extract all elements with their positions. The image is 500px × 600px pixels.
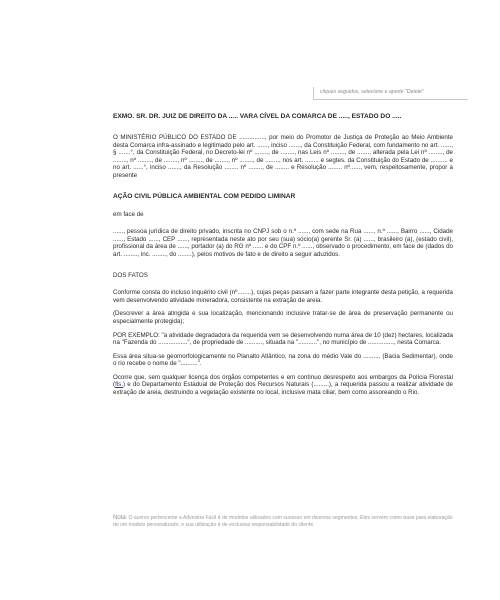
intro-paragraph: O MINISTÉRIO PÚBLICO DO ESTADO DE ..............., por meio do Promotor de Justiça de Proteção ao Meio Ambiente desta Comarca infra-assinado e legitimado pelo art. ......, inciso ......., da Constituição Federal, com fundamento no art. ......, § .......°, da Constituição Federal, no Decreto-lei nº ........, de ........, nas Leis nº ........, de ......., alterada pela Lei nº ........, de ........, nº ........, de ........, nº ........, de ........, nº ........, de ........, nos art. ........ e segtes. da Constituição do Estado de .......... e no art. ......°, inciso ......., da Resolução ........ nº ........, de ........ e Resolução ........ nº......, vem, respeitosamente, propor a presente bbox=[113, 134, 453, 179]
action-title: AÇÃO CIVIL PÚBLICA AMBIENTAL COM PEDIDO LIMINAR bbox=[113, 192, 296, 200]
court-heading: EXMO. SR. DR. JUIZ DE DIREITO DA ..... VARA CÍVEL DA COMARCA DE ....., ESTADO DO ..... bbox=[113, 113, 402, 120]
facts-paragraph-5-start: Ocorre que, sem qualquer licença dos órgãos competentes e em contínuo desrespeito aos embargos da Polícia Florestal ( bbox=[113, 373, 453, 389]
note-text: : O acervo pertencente a Advnistra Fácil é de modelos utilizados com sucesso em diversos segmentos. Eles servem como base para elaboração de um modelo personalizado, e sua utilização é de exclusiva responsabilidade do cliente. bbox=[113, 515, 453, 528]
facts-title: DOS FATOS bbox=[113, 271, 148, 279]
em-face-label: em face de bbox=[113, 210, 144, 218]
note-label: Nota bbox=[113, 515, 126, 521]
fls-link[interactable]: fls. bbox=[115, 381, 123, 389]
delete-hint-text: cliques seguidos, selecione e aperte "Delete" bbox=[320, 89, 424, 95]
party-paragraph: ......, pessoa jurídica de direito privado, inscrita no CNPJ sob o n.º ......, com sede na Rua ......, n.º ......, Bairro ......, Cidade ......, Estado ......, CEP ......, representada neste ato por seu (sua) sócio(a) gerente Sr. (a) ......, brasileiro (a), (estado civil), profissional da área de ......, portador (a) do RG nº ...... e do CPF n.º ......, observado o procedimento, em face de (dados do art. ........, inc. ........, do ........), pelos motivos de fato e de direito a seguir aduzidos. bbox=[113, 228, 453, 258]
footer-note bbox=[113, 515, 453, 529]
delete-hint-box bbox=[313, 87, 468, 100]
facts-paragraph-1: Conforme consta do incluso inquérito civil (nº........), cujas peças passam a fazer parte integrante desta petição, a requerida vem desenvolvendo atividade mineradora, consistente na extração de areia. bbox=[113, 289, 453, 304]
facts-paragraph-4: Essa área situa-se geomorfologicamente no Planalto Atlântico, na zona do médio Vale do .......... (Bacia Sedimentar), onde o rio recebe o nome de "..........". bbox=[113, 352, 453, 368]
facts-paragraph-5-end: ) e do Departamento Estadual de Proteção dos Recursos Naturais (.........), a requerida passou a realizar atividade de extração de areia, destruindo a vegetação existente no local, inclusive mata ciliar, bem como assoreando o Rio. bbox=[113, 381, 453, 397]
petition-body bbox=[113, 113, 453, 397]
facts-paragraph-2: (Descrever a área atingida e sua localização, mencionando inclusive tratar-se de área de preservação permanente ou especialmente protegida); bbox=[113, 310, 453, 325]
facts-paragraph-5 bbox=[113, 374, 453, 397]
facts-paragraph-3: POR EXEMPLO: "a atividade degradadora da requerida vem se desenvolvendo numa área de 10 (dez) hectares, localizada na "Fazenda do .................", de propriedade de .........., situada na "...........", no município de ..............., nesta Comarca. bbox=[113, 331, 453, 347]
